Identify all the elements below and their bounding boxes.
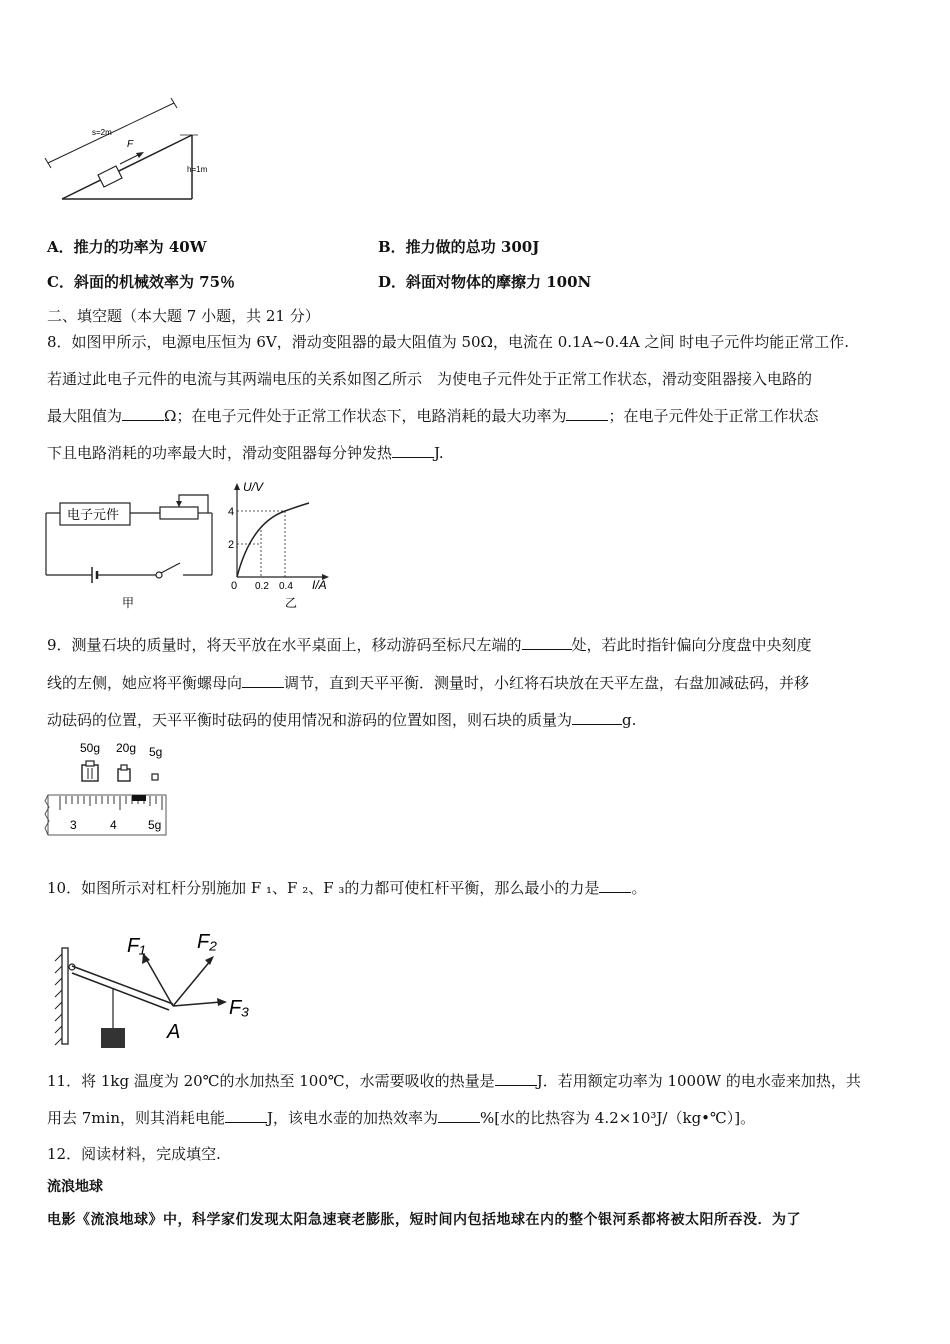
weight-label: 5g	[149, 745, 163, 759]
ui-graph	[225, 475, 350, 615]
answer-blank[interactable]	[392, 443, 434, 458]
q11-line1-b: J．若用额定功率为 1000W 的电水壶来加热，共	[536, 1072, 861, 1090]
y-tick: 4	[228, 506, 235, 518]
f3-label: F₃	[229, 997, 250, 1019]
q9-line1-a: 9．测量石块的质量时，将天平放在水平桌面上，移动游码至标尺左端的	[47, 636, 522, 654]
q9-line3-b: g.	[622, 711, 637, 729]
answer-blank[interactable]	[599, 878, 631, 893]
q11-line2	[47, 1107, 755, 1128]
point-a-label: A	[167, 1021, 181, 1043]
block	[98, 166, 122, 187]
weight-label: 20g	[116, 741, 137, 755]
weight-50g	[82, 765, 98, 781]
f-label: F	[127, 139, 134, 150]
option-b: B．推力做的总功 300J	[378, 238, 540, 256]
x-axis-label: I/A	[312, 578, 327, 592]
answer-blank[interactable]	[495, 1071, 537, 1086]
q8-line3	[47, 405, 818, 426]
scale-label: 4	[110, 818, 117, 832]
q8-line3-b: Ω；在电子元件处于正常工作状态下，电路消耗的最大功率为	[164, 407, 567, 425]
scale-label: 3	[70, 818, 77, 832]
answer-blank[interactable]	[566, 406, 608, 421]
weight-label: 50g	[80, 741, 101, 755]
q10-line	[47, 877, 646, 898]
rheostat	[160, 507, 198, 519]
circuit-figure	[40, 485, 220, 610]
q9-line2-b: 调节，直到天平平衡．测量时，小红将石块放在天平左盘，右盘加减砝码，并移	[284, 674, 810, 692]
q8-line1: 8．如图甲所示，电源电压恒为 6V，滑动变阻器的最大阻值为 50Ω，电流在 0.1A~0.4A 之间 时电子元件均能正常工作.	[47, 333, 849, 351]
answer-blank[interactable]	[122, 406, 164, 421]
q8-line3-a: 最大阻值为	[47, 407, 123, 425]
weight-5g	[152, 774, 158, 780]
q9-line3-a: 动砝码的位置，天平平衡时砝码的使用情况和游码的位置如图，则石块的质量为	[47, 711, 573, 729]
q10-line-a: 10．如图所示对杠杆分别施加 F ₁、F ₂、F ₃的力都可使杠杆平衡，那么最小的力是	[47, 879, 600, 897]
f1-label: F₁	[127, 935, 146, 957]
scale-label: 5g	[148, 818, 162, 832]
answer-blank[interactable]	[572, 710, 622, 725]
q9-line3	[47, 709, 636, 730]
answer-blank[interactable]	[225, 1108, 267, 1123]
option-d: D．斜面对物体的摩擦力 100N	[378, 273, 592, 291]
q8-line4-a: 下且电路消耗的功率最大时，滑动变阻器每分钟发热	[47, 444, 393, 462]
answer-blank[interactable]	[522, 635, 572, 650]
y-axis-label: U/V	[243, 480, 264, 494]
h-label: h=1m	[187, 165, 208, 174]
q10-line-b: 。	[631, 879, 647, 897]
q12-title: 流浪地球	[47, 1179, 103, 1195]
y-tick: 2	[228, 539, 235, 551]
f2-arrow	[173, 960, 211, 1006]
lever-figure	[45, 920, 260, 1060]
q9-line2	[47, 672, 809, 693]
component-label: 电子元件	[67, 507, 120, 522]
q11-line2-c: %[水的比热容为 4.2×10³J/（kg•℃）]。	[480, 1109, 756, 1127]
q11-line2-b: J，该电水壶的加热效率为	[267, 1109, 439, 1127]
lever	[72, 966, 173, 1004]
answer-blank[interactable]	[438, 1108, 480, 1123]
origin-label: 0	[231, 580, 238, 592]
fig-jia-label: 甲	[122, 596, 135, 610]
curve	[237, 503, 309, 577]
section-title: 二、填空题（本大题 7 小题，共 21 分）	[47, 307, 320, 325]
q12-text: 电影《流浪地球》中，科学家们发现太阳急速衰老膨胀，短时间内包括地球在内的整个银河系都将被太阳所吞没．为了	[47, 1212, 801, 1228]
x-tick: 0.2	[255, 581, 269, 592]
q8-line4	[47, 442, 444, 463]
fig-yi-label: 乙	[285, 596, 298, 610]
q9-line1	[47, 634, 812, 655]
q9-line2-a: 线的左侧，她应将平衡螺母向	[47, 674, 243, 692]
q9-line1-b: 处，若此时指针偏向分度盘中央刻度	[571, 636, 812, 654]
x-tick: 0.4	[279, 581, 293, 592]
option-a: A．推力的功率为 40W	[47, 238, 207, 256]
hanging-weight	[101, 1028, 125, 1048]
q11-line1	[47, 1070, 861, 1091]
answer-blank[interactable]	[242, 673, 284, 688]
weight-20g	[118, 769, 130, 781]
q11-line2-a: 用去 7min，则其消耗电能	[47, 1109, 225, 1127]
q8-line4-b: J.	[434, 444, 444, 462]
incline-figure	[40, 95, 210, 205]
q12-line: 12．阅读材料，完成填空.	[47, 1145, 221, 1163]
s-label: s=2m	[92, 128, 112, 137]
f3-arrow	[173, 1002, 221, 1006]
q11-line1-a: 11．将 1kg 温度为 20℃的水加热至 100℃，水需要吸收的热量是	[47, 1072, 495, 1090]
option-c: C．斜面的机械效率为 75％	[47, 273, 236, 291]
wall	[62, 948, 68, 1044]
balance-figure	[40, 738, 180, 843]
rider	[132, 795, 146, 801]
q8-line2: 若通过此电子元件的电流与其两端电压的关系如图乙所示 为使电子元件处于正常工作状态，滑动变阻器接入电路的	[47, 370, 813, 388]
f2-label: F₂	[197, 931, 217, 953]
q8-line3-c: ；在电子元件处于正常工作状态	[608, 407, 819, 425]
